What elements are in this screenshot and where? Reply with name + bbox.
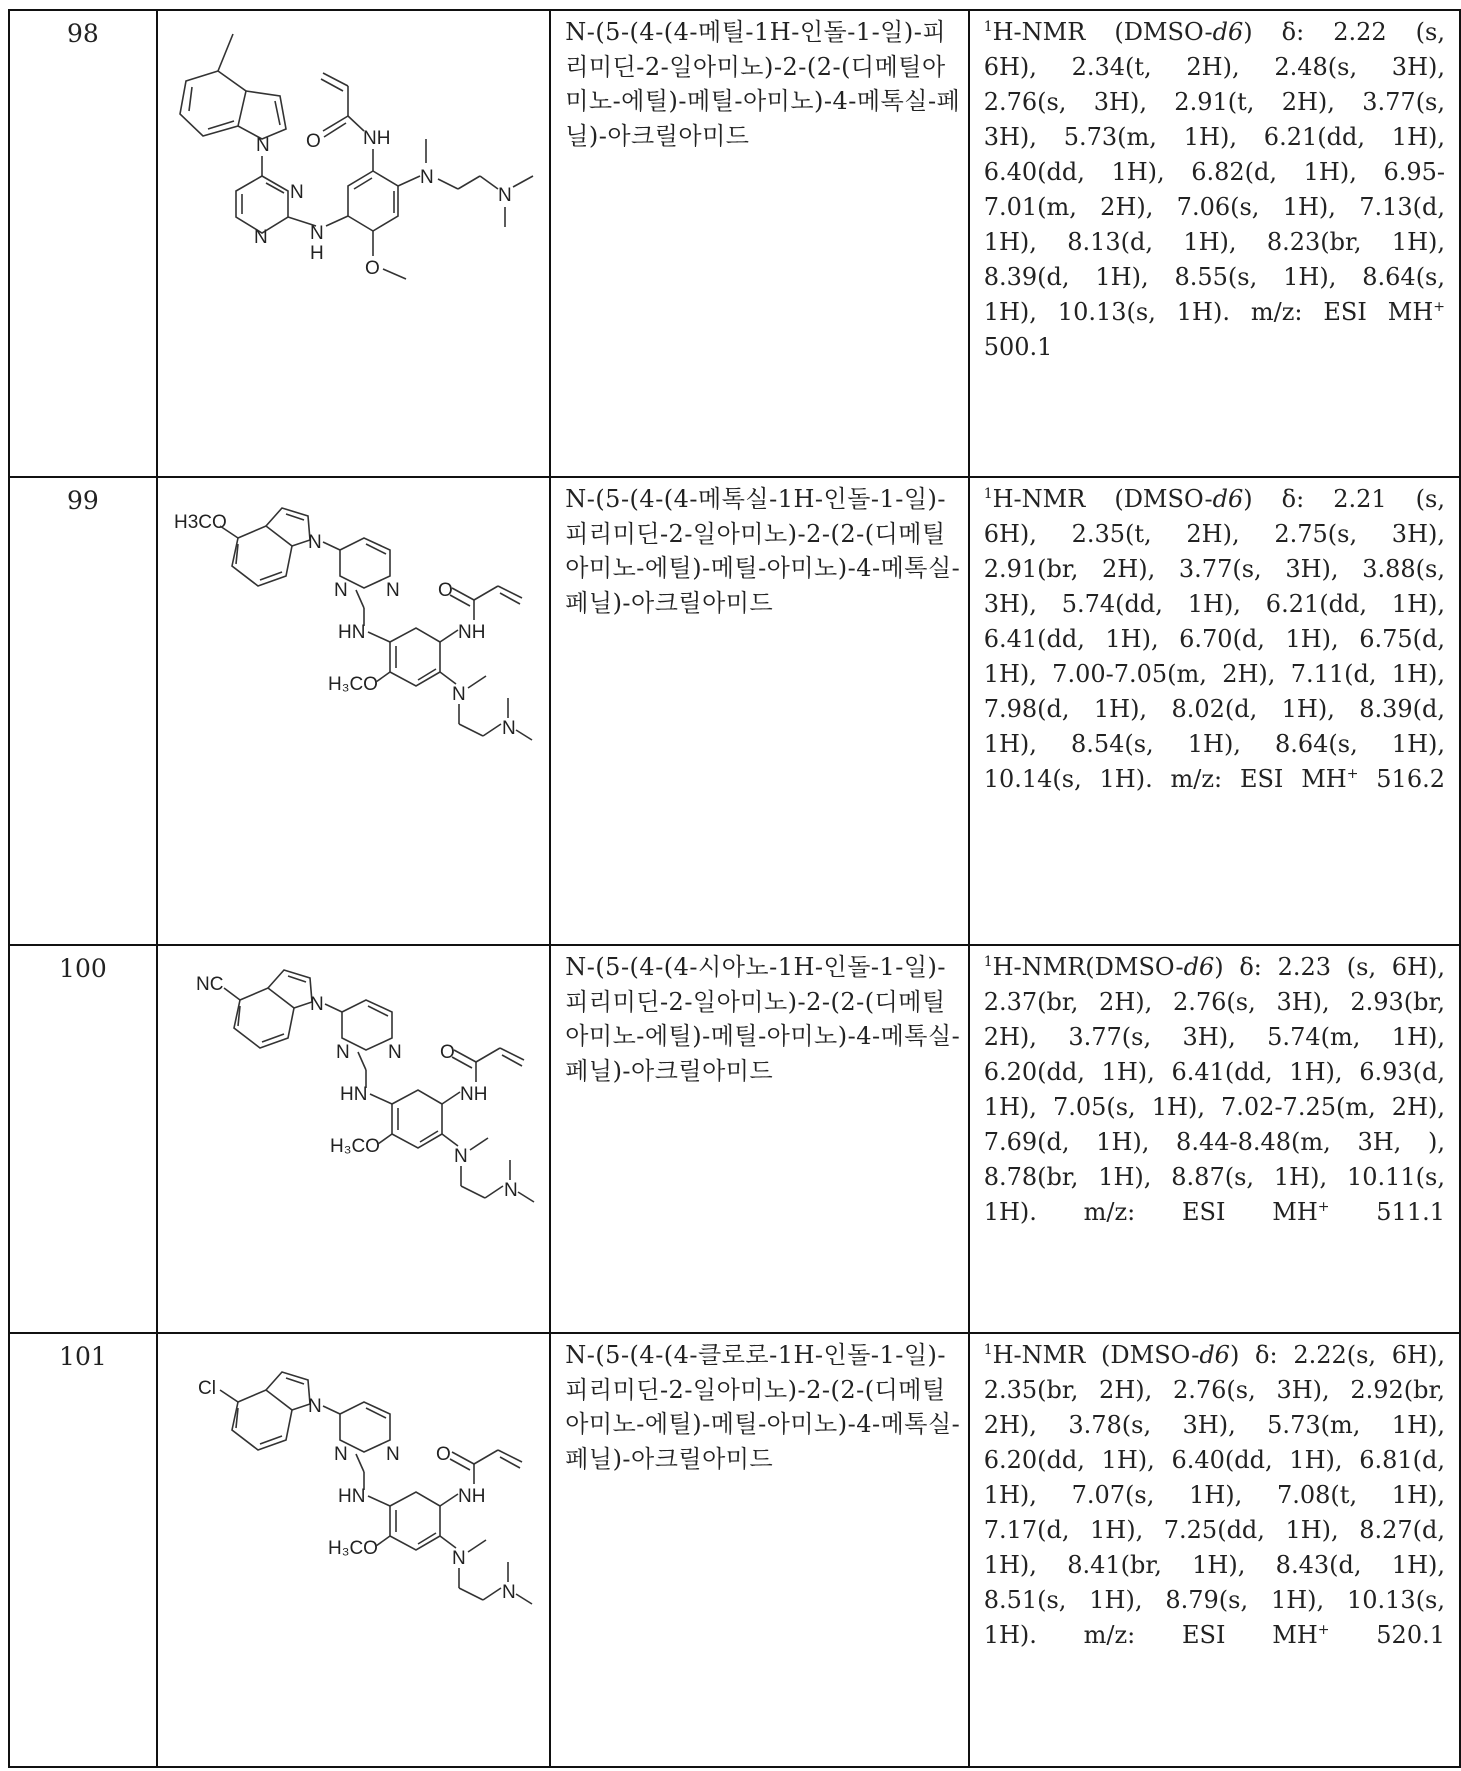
- svg-text:NH: NH: [362, 128, 391, 149]
- svg-text:H: H: [309, 243, 324, 264]
- nmr-shifts: ) δ: 2.22 (s, 6H), 2.34(t, 2H), 2.48(s, 3H), 2.76(s, 3H), 2.91(t, 2H), 3.77(s, 3H), 5.73(m, 1H), 6.21(dd, 1H), 6.40(dd, 1H), 6.82(d, 1H), 6.95-7.01(m, 2H), 7.06(s, 1H), 7.13(d, 1H), 8.13(d, 1H), 8.23(br, 1H), 8.39(d, 1H), 8.55(s, 1H), 8.64(s, 1H), 10.13(s, 1H). m/z: ESI MH: [983, 18, 1445, 326]
- chemical-structure-100: [158, 946, 566, 1332]
- nmr-data: [969, 945, 1460, 1333]
- nmr-solvent: d6: [1183, 953, 1215, 981]
- svg-text:O: O: [305, 131, 321, 152]
- svg-text:N: N: [387, 1042, 402, 1063]
- svg-text:O: O: [435, 1444, 451, 1465]
- svg-text:O: O: [364, 258, 380, 279]
- chemical-structure-99: [158, 478, 566, 943]
- table-row: [9, 945, 1460, 1333]
- structure-cell: [157, 477, 550, 945]
- table-row: [9, 10, 1460, 477]
- svg-text:NH: NH: [459, 1084, 488, 1105]
- compound-number: 99: [9, 477, 157, 945]
- nmr-prefix: H-NMR (DMSO-: [992, 1341, 1200, 1369]
- svg-text:N: N: [333, 580, 348, 601]
- svg-text:H₃CO: H₃CO: [327, 674, 378, 695]
- mh-charge-sup: +: [1433, 299, 1445, 315]
- mh-charge-sup: +: [1317, 1199, 1330, 1215]
- svg-text:HN: HN: [337, 1486, 366, 1507]
- svg-text:N: N: [419, 167, 434, 188]
- svg-text:N: N: [309, 994, 324, 1015]
- svg-text:N: N: [255, 135, 270, 156]
- svg-text:NH: NH: [457, 622, 486, 643]
- svg-text:N: N: [335, 1042, 350, 1063]
- svg-text:N: N: [385, 1444, 400, 1465]
- nmr-shifts: ) δ: 2.22(s, 6H), 2.35(br, 2H), 2.76(s, 3H), 2.92(br, 2H), 3.78(s, 3H), 5.73(m, 1H), 6.20(dd, 1H), 6.40(dd, 1H), 6.81(d, 1H), 7.07(s, 1H), 7.08(t, 1H), 7.17(d, 1H), 7.25(dd, 1H), 8.27(d, 1H), 8.41(br, 1H), 8.43(d, 1H), 8.51(s, 1H), 8.79(s, 1H), 10.13(s, 1H). m/z: ESI MH: [983, 1341, 1445, 1649]
- svg-text:H₃CO: H₃CO: [327, 1538, 378, 1559]
- nmr-shifts: ) δ: 2.21 (s, 6H), 2.35(t, 2H), 2.75(s, 3H), 2.91(br, 2H), 3.77(s, 3H), 3.88(s, 3H), 5.74(dd, 1H), 6.21(dd, 1H), 6.41(dd, 1H), 6.70(d, 1H), 6.75(d, 1H), 7.00-7.05(m, 2H), 7.11(d, 1H), 7.98(d, 1H), 8.02(d, 1H), 8.39(d, 1H), 8.54(s, 1H), 8.64(s, 1H), 10.14(s, 1H). m/z: ESI MH: [983, 485, 1445, 793]
- compound-name: N-(5-(4-(4-메톡실-1H-인돌-1-일)-피리미딘-2-일아미노)-2-(2-(디메틸아미노-에틸)-메틸-아미노)-4-메톡실-페닐)-아크릴아미드: [550, 477, 968, 945]
- nmr-data: [969, 477, 1460, 945]
- mass-value: 500.1: [983, 333, 1053, 361]
- svg-text:N: N: [309, 223, 324, 244]
- chemical-structure-101: [158, 1334, 566, 1766]
- structure-cell: [157, 1333, 550, 1767]
- svg-text:N: N: [451, 684, 466, 705]
- svg-text:N: N: [497, 185, 512, 206]
- svg-text:O: O: [439, 1042, 455, 1063]
- nmr-shifts: ) δ: 2.23 (s, 6H), 2.37(br, 2H), 2.76(s, 3H), 2.93(br, 2H), 3.77(s, 3H), 5.74(m, 1H), 6.20(dd, 1H), 6.41(dd, 1H), 6.93(d, 1H), 7.05(s, 1H), 7.02-7.25(m, 2H), 7.69(d, 1H), 8.44-8.48(m, 3H, ), 8.78(br, 1H), 8.87(s, 1H), 10.11(s, 1H). m/z: ESI MH: [983, 953, 1445, 1226]
- nmr-data: [969, 10, 1460, 477]
- mass-value: 516.2: [1358, 765, 1445, 793]
- svg-text:N: N: [289, 182, 304, 203]
- svg-text:O: O: [437, 580, 453, 601]
- compound-number: 98: [9, 10, 157, 477]
- compound-name: N-(5-(4-(4-메틸-1H-인돌-1-일)-피리미딘-2-일아미노)-2-(2-(디메틸아미노-에틸)-메틸-아미노)-4-메톡실-페닐)-아크릴아미드: [550, 10, 968, 477]
- table-row: [9, 1333, 1460, 1767]
- svg-text:Cl: Cl: [197, 1378, 216, 1399]
- nmr-isotope-sup: 1: [983, 486, 993, 502]
- mh-charge-sup: +: [1317, 1622, 1330, 1638]
- nmr-prefix: H-NMR(DMSO-: [992, 953, 1184, 981]
- svg-text:NH: NH: [457, 1486, 486, 1507]
- mh-charge-sup: +: [1346, 766, 1359, 782]
- svg-text:NC: NC: [195, 974, 224, 995]
- compound-number: 101: [9, 1333, 157, 1767]
- nmr-solvent: d6: [1212, 18, 1244, 46]
- svg-text:N: N: [307, 1396, 322, 1417]
- compound-name: N-(5-(4-(4-시아노-1H-인돌-1-일)-피리미딘-2-일아미노)-2-(2-(디메틸아미노-에틸)-메틸-아미노)-4-메톡실-페닐)-아크릴아미드: [550, 945, 968, 1333]
- svg-text:H3CO: H3CO: [173, 512, 227, 533]
- compound-number: 100: [9, 945, 157, 1333]
- nmr-data: [969, 1333, 1460, 1767]
- svg-text:N: N: [501, 1582, 516, 1603]
- nmr-solvent: d6: [1199, 1341, 1230, 1369]
- svg-text:H₃CO: H₃CO: [329, 1136, 380, 1157]
- svg-text:N: N: [307, 532, 322, 553]
- svg-text:N: N: [451, 1548, 466, 1569]
- svg-text:N: N: [453, 1146, 468, 1167]
- svg-text:HN: HN: [339, 1084, 368, 1105]
- svg-text:N: N: [333, 1444, 348, 1465]
- nmr-isotope-sup: 1: [983, 954, 993, 970]
- svg-text:HN: HN: [337, 622, 366, 643]
- nmr-prefix: H-NMR (DMSO-: [992, 18, 1213, 46]
- nmr-solvent: d6: [1212, 485, 1244, 513]
- svg-text:N: N: [253, 227, 268, 248]
- nmr-isotope-sup: 1: [983, 19, 993, 35]
- nmr-isotope-sup: 1: [983, 1342, 993, 1358]
- svg-text:N: N: [501, 718, 516, 739]
- structure-cell: [157, 945, 550, 1333]
- svg-text:N: N: [503, 1180, 518, 1201]
- nmr-prefix: H-NMR (DMSO-: [992, 485, 1213, 513]
- chemical-structure-98: [158, 11, 566, 476]
- mass-value: 511.1: [1329, 1198, 1445, 1226]
- mass-value: 520.1: [1329, 1621, 1445, 1649]
- svg-text:N: N: [385, 580, 400, 601]
- compound-name: N-(5-(4-(4-클로로-1H-인돌-1-일)-피리미딘-2-일아미노)-2-(2-(디메틸아미노-에틸)-메틸-아미노)-4-메톡실-페닐)-아크릴아미드: [550, 1333, 968, 1767]
- structure-cell: [157, 10, 550, 477]
- table-row: [9, 477, 1460, 945]
- compound-table: [8, 9, 1461, 1768]
